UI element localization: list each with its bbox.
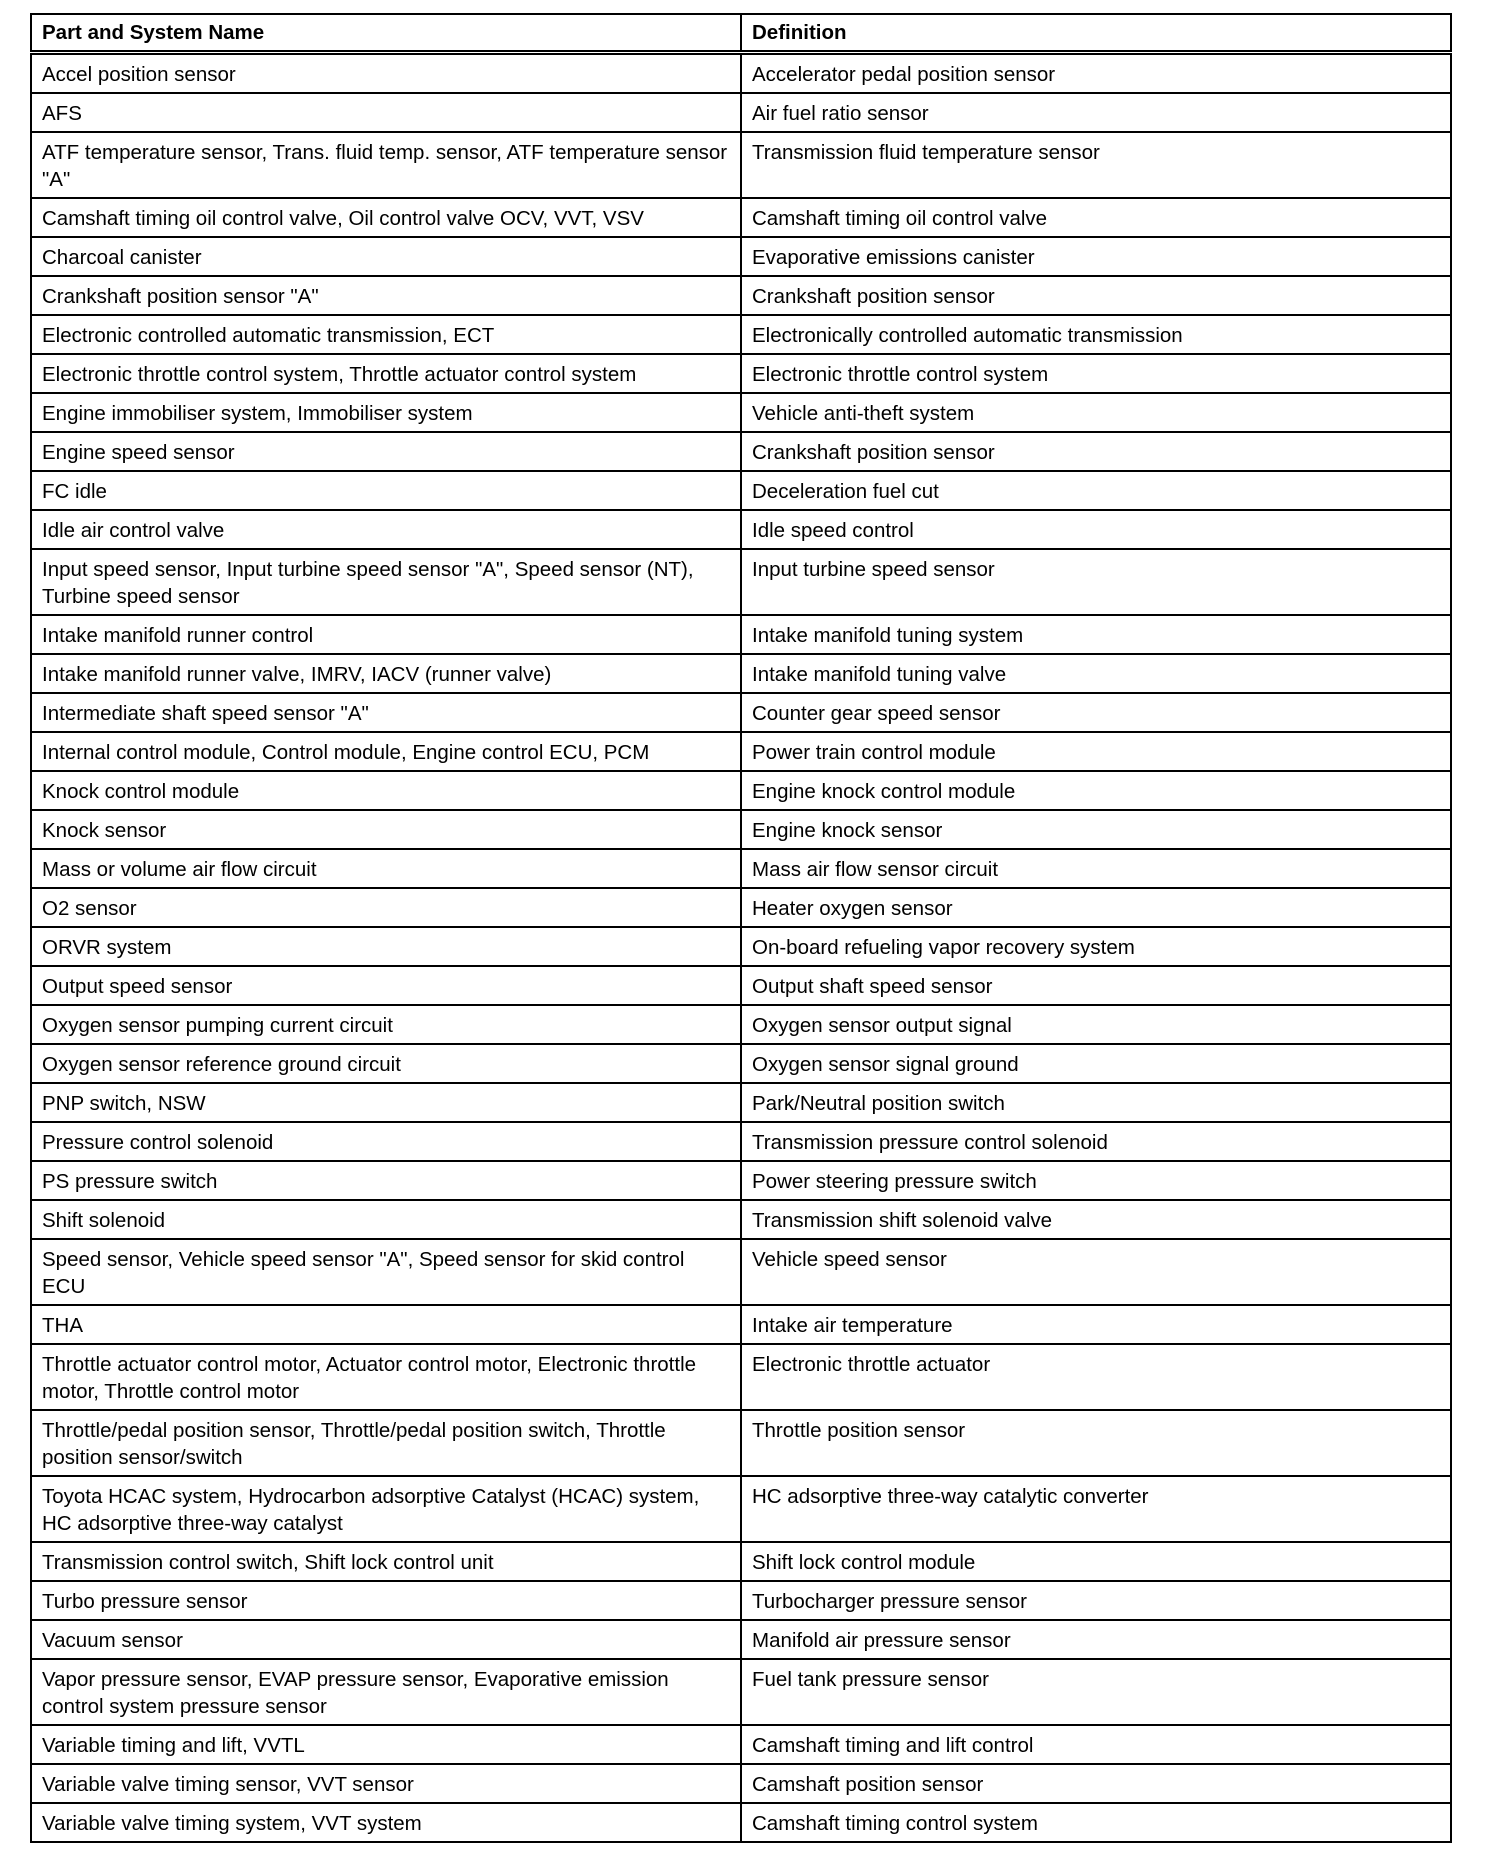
table-row xyxy=(31,1764,1451,1803)
cell-part-name: Electronic controlled automatic transmission, ECT xyxy=(31,315,741,354)
table-row xyxy=(31,132,1451,198)
cell-definition: Air fuel ratio sensor xyxy=(741,93,1451,132)
cell-definition: Output shaft speed sensor xyxy=(741,966,1451,1005)
cell-definition: Mass air flow sensor circuit xyxy=(741,849,1451,888)
table-row xyxy=(31,276,1451,315)
table-row xyxy=(31,1476,1451,1542)
cell-definition: Throttle position sensor xyxy=(741,1410,1451,1476)
table-row xyxy=(31,1542,1451,1581)
table-row xyxy=(31,1581,1451,1620)
terms-table xyxy=(30,13,1452,1843)
table-row xyxy=(31,510,1451,549)
cell-definition: Intake manifold tuning valve xyxy=(741,654,1451,693)
cell-definition: Transmission shift solenoid valve xyxy=(741,1200,1451,1239)
cell-part-name: Accel position sensor xyxy=(31,53,741,94)
header-row xyxy=(31,14,1451,53)
table-row xyxy=(31,549,1451,615)
table-row xyxy=(31,432,1451,471)
cell-part-name: Knock control module xyxy=(31,771,741,810)
table-row xyxy=(31,198,1451,237)
table-row xyxy=(31,1161,1451,1200)
cell-part-name: FC idle xyxy=(31,471,741,510)
table-row xyxy=(31,654,1451,693)
cell-part-name: Variable valve timing system, VVT system xyxy=(31,1803,741,1842)
cell-part-name: Internal control module, Control module, Engine control ECU, PCM xyxy=(31,732,741,771)
cell-part-name: O2 sensor xyxy=(31,888,741,927)
cell-part-name: Toyota HCAC system, Hydrocarbon adsorptive Catalyst (HCAC) system, HC adsorptive three-way catalyst xyxy=(31,1476,741,1542)
table-row xyxy=(31,1344,1451,1410)
cell-part-name: Crankshaft position sensor "A" xyxy=(31,276,741,315)
table-row xyxy=(31,849,1451,888)
cell-definition: Electronically controlled automatic transmission xyxy=(741,315,1451,354)
cell-definition: Deceleration fuel cut xyxy=(741,471,1451,510)
cell-definition: Crankshaft position sensor xyxy=(741,432,1451,471)
cell-definition: Manifold air pressure sensor xyxy=(741,1620,1451,1659)
cell-part-name: Variable timing and lift, VVTL xyxy=(31,1725,741,1764)
table-row xyxy=(31,1620,1451,1659)
table-row xyxy=(31,471,1451,510)
table-row xyxy=(31,1005,1451,1044)
cell-definition: Oxygen sensor signal ground xyxy=(741,1044,1451,1083)
cell-definition: Heater oxygen sensor xyxy=(741,888,1451,927)
header-definition: Definition xyxy=(741,14,1451,53)
table-row xyxy=(31,1305,1451,1344)
cell-definition: HC adsorptive three-way catalytic converter xyxy=(741,1476,1451,1542)
table-row xyxy=(31,771,1451,810)
cell-part-name: Intake manifold runner control xyxy=(31,615,741,654)
cell-part-name: Engine immobiliser system, Immobiliser system xyxy=(31,393,741,432)
cell-part-name: ATF temperature sensor, Trans. fluid temp. sensor, ATF temperature sensor "A" xyxy=(31,132,741,198)
cell-part-name: Output speed sensor xyxy=(31,966,741,1005)
cell-definition: Oxygen sensor output signal xyxy=(741,1005,1451,1044)
cell-definition: Engine knock sensor xyxy=(741,810,1451,849)
table-row xyxy=(31,53,1451,94)
cell-part-name: Engine speed sensor xyxy=(31,432,741,471)
cell-part-name: Electronic throttle control system, Throttle actuator control system xyxy=(31,354,741,393)
cell-part-name: Pressure control solenoid xyxy=(31,1122,741,1161)
cell-part-name: Transmission control switch, Shift lock control unit xyxy=(31,1542,741,1581)
cell-part-name: Throttle/pedal position sensor, Throttle/pedal position switch, Throttle position sensor/switch xyxy=(31,1410,741,1476)
cell-definition: Camshaft timing control system xyxy=(741,1803,1451,1842)
cell-part-name: Knock sensor xyxy=(31,810,741,849)
table-row xyxy=(31,615,1451,654)
cell-definition: Intake air temperature xyxy=(741,1305,1451,1344)
cell-part-name: Input speed sensor, Input turbine speed sensor "A", Speed sensor (NT), Turbine speed sensor xyxy=(31,549,741,615)
cell-definition: Power train control module xyxy=(741,732,1451,771)
cell-part-name: PNP switch, NSW xyxy=(31,1083,741,1122)
cell-definition: Crankshaft position sensor xyxy=(741,276,1451,315)
cell-definition: Camshaft timing oil control valve xyxy=(741,198,1451,237)
cell-part-name: Intermediate shaft speed sensor "A" xyxy=(31,693,741,732)
table-row xyxy=(31,1122,1451,1161)
cell-definition: Electronic throttle actuator xyxy=(741,1344,1451,1410)
cell-part-name: ORVR system xyxy=(31,927,741,966)
table-header xyxy=(31,14,1451,53)
header-part-name: Part and System Name xyxy=(31,14,741,53)
cell-part-name: THA xyxy=(31,1305,741,1344)
cell-definition: Turbocharger pressure sensor xyxy=(741,1581,1451,1620)
cell-part-name: Variable valve timing sensor, VVT sensor xyxy=(31,1764,741,1803)
cell-definition: Camshaft position sensor xyxy=(741,1764,1451,1803)
cell-part-name: Vacuum sensor xyxy=(31,1620,741,1659)
table-row xyxy=(31,1200,1451,1239)
cell-definition: Engine knock control module xyxy=(741,771,1451,810)
terms-table-container xyxy=(30,13,1450,1843)
table-row xyxy=(31,810,1451,849)
table-row xyxy=(31,1803,1451,1842)
cell-definition: Transmission fluid temperature sensor xyxy=(741,132,1451,198)
table-row xyxy=(31,315,1451,354)
cell-part-name: PS pressure switch xyxy=(31,1161,741,1200)
cell-part-name: AFS xyxy=(31,93,741,132)
cell-definition: Input turbine speed sensor xyxy=(741,549,1451,615)
cell-part-name: Oxygen sensor pumping current circuit xyxy=(31,1005,741,1044)
table-row xyxy=(31,732,1451,771)
cell-part-name: Intake manifold runner valve, IMRV, IACV (runner valve) xyxy=(31,654,741,693)
table-row xyxy=(31,927,1451,966)
cell-definition: Intake manifold tuning system xyxy=(741,615,1451,654)
cell-part-name: Oxygen sensor reference ground circuit xyxy=(31,1044,741,1083)
cell-definition: Accelerator pedal position sensor xyxy=(741,53,1451,94)
cell-definition: Shift lock control module xyxy=(741,1542,1451,1581)
cell-definition: Camshaft timing and lift control xyxy=(741,1725,1451,1764)
table-row xyxy=(31,1044,1451,1083)
cell-definition: Evaporative emissions canister xyxy=(741,237,1451,276)
cell-part-name: Idle air control valve xyxy=(31,510,741,549)
cell-part-name: Mass or volume air flow circuit xyxy=(31,849,741,888)
table-row xyxy=(31,237,1451,276)
cell-definition: Vehicle speed sensor xyxy=(741,1239,1451,1305)
cell-definition: Electronic throttle control system xyxy=(741,354,1451,393)
cell-definition: Fuel tank pressure sensor xyxy=(741,1659,1451,1725)
cell-part-name: Speed sensor, Vehicle speed sensor "A", Speed sensor for skid control ECU xyxy=(31,1239,741,1305)
cell-part-name: Vapor pressure sensor, EVAP pressure sensor, Evaporative emission control system pressure sensor xyxy=(31,1659,741,1725)
cell-definition: Idle speed control xyxy=(741,510,1451,549)
cell-part-name: Turbo pressure sensor xyxy=(31,1581,741,1620)
table-row xyxy=(31,888,1451,927)
table-row xyxy=(31,966,1451,1005)
table-row xyxy=(31,93,1451,132)
cell-definition: Power steering pressure switch xyxy=(741,1161,1451,1200)
table-row xyxy=(31,693,1451,732)
cell-part-name: Throttle actuator control motor, Actuator control motor, Electronic throttle motor, Throttle control motor xyxy=(31,1344,741,1410)
cell-definition: Park/Neutral position switch xyxy=(741,1083,1451,1122)
cell-definition: Transmission pressure control solenoid xyxy=(741,1122,1451,1161)
table-body xyxy=(31,53,1451,1843)
cell-definition: On-board refueling vapor recovery system xyxy=(741,927,1451,966)
cell-part-name: Charcoal canister xyxy=(31,237,741,276)
table-row xyxy=(31,1410,1451,1476)
cell-part-name: Camshaft timing oil control valve, Oil control valve OCV, VVT, VSV xyxy=(31,198,741,237)
table-row xyxy=(31,1083,1451,1122)
table-row xyxy=(31,1239,1451,1305)
table-row xyxy=(31,354,1451,393)
table-row xyxy=(31,1725,1451,1764)
table-row xyxy=(31,393,1451,432)
cell-definition: Vehicle anti-theft system xyxy=(741,393,1451,432)
cell-part-name: Shift solenoid xyxy=(31,1200,741,1239)
cell-definition: Counter gear speed sensor xyxy=(741,693,1451,732)
table-row xyxy=(31,1659,1451,1725)
